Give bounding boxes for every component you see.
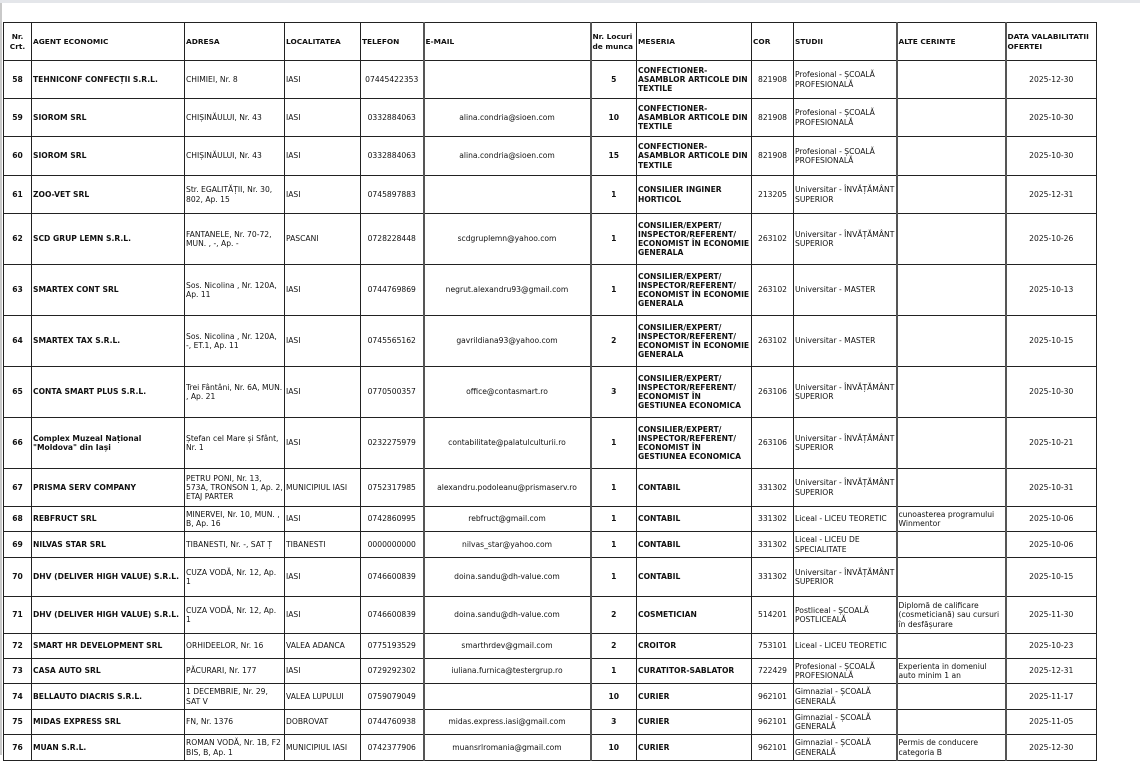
cell-agent-economic: ZOO-VET SRL [32, 176, 185, 214]
header-email: E-MAIL [424, 23, 591, 61]
cell-agent-economic: SMARTEX TAX S.R.L. [32, 316, 185, 367]
cell-alte-cerinte: Experienta in domeniul auto minim 1 an [897, 659, 1006, 684]
cell-nr-locuri: 10 [591, 735, 637, 761]
cell-telefon: 0332884063 [361, 99, 424, 137]
cell-data-valabilitatii: 2025-12-31 [1006, 659, 1097, 684]
cell-email: iuliana.furnica@testergrup.ro [424, 659, 591, 684]
cell-row-number: 58 [4, 61, 32, 99]
cell-agent-economic: MUAN S.R.L. [32, 735, 185, 761]
cell-row-number: 63 [4, 265, 32, 316]
table-row [4, 532, 1097, 558]
cell-studii: Liceal - LICEU DE SPECIALITATE [794, 532, 897, 558]
cell-cor-code: 263102 [752, 214, 794, 265]
page-left-border [0, 3, 2, 755]
cell-telefon: 0770500357 [361, 367, 424, 418]
cell-nr-locuri: 10 [591, 99, 637, 137]
cell-agent-economic: SMART HR DEVELOPMENT SRL [32, 634, 185, 659]
header-adresa: ADRESA [185, 23, 285, 61]
cell-adresa: Sos. Nicolina , Nr. 120A, -, ET.1, Ap. 11 [185, 316, 285, 367]
cell-adresa: ROMAN VODĂ, Nr. 1B, F2 BIS, B, Ap. 1 [185, 735, 285, 761]
cell-alte-cerinte [897, 61, 1006, 99]
cell-studii: Gimnazial - ȘCOALĂ GENERALĂ [794, 684, 897, 710]
cell-alte-cerinte [897, 532, 1006, 558]
cell-cor-code: 331302 [752, 558, 794, 597]
cell-alte-cerinte [897, 367, 1006, 418]
cell-agent-economic: MIDAS EXPRESS SRL [32, 710, 185, 735]
table-row [4, 469, 1097, 507]
cell-studii: Profesional - ȘCOALĂ PROFESIONALĂ [794, 99, 897, 137]
cell-localitatea: IASI [285, 659, 361, 684]
table-row [4, 137, 1097, 176]
cell-telefon: 0742860995 [361, 507, 424, 532]
cell-localitatea: IASI [285, 316, 361, 367]
cell-row-number: 75 [4, 710, 32, 735]
cell-cor-code: 962101 [752, 710, 794, 735]
table-row [4, 214, 1097, 265]
cell-telefon: 0775193529 [361, 634, 424, 659]
cell-studii: Liceal - LICEU TEORETIC [794, 634, 897, 659]
cell-telefon: 0000000000 [361, 532, 424, 558]
cell-row-number: 68 [4, 507, 32, 532]
cell-telefon: 0729292302 [361, 659, 424, 684]
cell-agent-economic: Complex Muzeal Național "Moldova" din Iași [32, 418, 185, 469]
cell-meseria: CONSILIER/EXPERT/ INSPECTOR/REFERENT/ ECONOMIST ÎN ECONOMIE GENERALA [637, 214, 752, 265]
cell-studii: Universitar - ÎNVĂȚĂMÂNT SUPERIOR [794, 367, 897, 418]
cell-cor-code: 263102 [752, 265, 794, 316]
cell-studii: Universitar - ÎNVĂȚĂMÂNT SUPERIOR [794, 176, 897, 214]
cell-adresa: Sos. Nicolina , Nr. 120A, Ap. 11 [185, 265, 285, 316]
header-nr-crt: Nr. Crt. [4, 23, 32, 61]
cell-cor-code: 962101 [752, 735, 794, 761]
cell-meseria: CONFECTIONER-ASAMBLOR ARTICOLE DIN TEXTILE [637, 137, 752, 176]
cell-email [424, 176, 591, 214]
cell-email: doina.sandu@dh-value.com [424, 558, 591, 597]
cell-alte-cerinte [897, 137, 1006, 176]
cell-meseria: CONSILIER/EXPERT/ INSPECTOR/REFERENT/ ECONOMIST ÎN GESTIUNEA ECONOMICA [637, 418, 752, 469]
cell-studii: Gimnazial - ȘCOALĂ GENERALĂ [794, 710, 897, 735]
cell-cor-code: 331302 [752, 469, 794, 507]
cell-studii: Universitar - MASTER [794, 316, 897, 367]
cell-email: office@contasmart.ro [424, 367, 591, 418]
cell-adresa: 1 DECEMBRIE, Nr. 29, SAT V [185, 684, 285, 710]
cell-meseria: CURIER [637, 710, 752, 735]
cell-studii: Universitar - MASTER [794, 265, 897, 316]
cell-telefon: 0745897883 [361, 176, 424, 214]
cell-data-valabilitatii: 2025-11-05 [1006, 710, 1097, 735]
cell-adresa: Trei Fântâni, Nr. 6A, MUN. , Ap. 21 [185, 367, 285, 418]
cell-alte-cerinte [897, 316, 1006, 367]
header-agent-economic: AGENT ECONOMIC [32, 23, 185, 61]
cell-adresa: MINERVEI, Nr. 10, MUN. , B, Ap. 16 [185, 507, 285, 532]
cell-localitatea: IASI [285, 367, 361, 418]
cell-telefon: 0744769869 [361, 265, 424, 316]
cell-email [424, 61, 591, 99]
cell-agent-economic: BELLAUTO DIACRIS S.R.L. [32, 684, 185, 710]
cell-studii: Universitar - ÎNVĂȚĂMÂNT SUPERIOR [794, 418, 897, 469]
cell-telefon: 0728228448 [361, 214, 424, 265]
cell-row-number: 66 [4, 418, 32, 469]
cell-email: smarthrdev@gmail.com [424, 634, 591, 659]
cell-localitatea: VALEA ADANCA [285, 634, 361, 659]
cell-studii: Profesional - ȘCOALĂ PROFESIONALĂ [794, 61, 897, 99]
cell-nr-locuri: 1 [591, 469, 637, 507]
cell-telefon: 0759079049 [361, 684, 424, 710]
cell-email: gavrildiana93@yahoo.com [424, 316, 591, 367]
cell-data-valabilitatii: 2025-10-06 [1006, 532, 1097, 558]
cell-nr-locuri: 15 [591, 137, 637, 176]
cell-agent-economic: NILVAS STAR SRL [32, 532, 185, 558]
cell-row-number: 72 [4, 634, 32, 659]
cell-row-number: 69 [4, 532, 32, 558]
header-nr-locuri: Nr. Locuri de munca [591, 23, 637, 61]
header-studii: STUDII [794, 23, 897, 61]
cell-email: contabilitate@palatulculturii.ro [424, 418, 591, 469]
cell-meseria: COSMETICIAN [637, 597, 752, 634]
cell-cor-code: 821908 [752, 137, 794, 176]
cell-email: doina.sandu@dh-value.com [424, 597, 591, 634]
cell-telefon: 0752317985 [361, 469, 424, 507]
cell-localitatea: DOBROVAT [285, 710, 361, 735]
table-row [4, 418, 1097, 469]
cell-cor-code: 962101 [752, 684, 794, 710]
cell-data-valabilitatii: 2025-10-30 [1006, 99, 1097, 137]
cell-alte-cerinte [897, 99, 1006, 137]
cell-localitatea: IASI [285, 137, 361, 176]
cell-data-valabilitatii: 2025-12-30 [1006, 735, 1097, 761]
cell-data-valabilitatii: 2025-11-17 [1006, 684, 1097, 710]
cell-adresa: Str. EGALITĂȚII, Nr. 30, 802, Ap. 15 [185, 176, 285, 214]
cell-localitatea: MUNICIPIUL IASI [285, 469, 361, 507]
cell-nr-locuri: 2 [591, 316, 637, 367]
cell-localitatea: MUNICIPIUL IASI [285, 735, 361, 761]
cell-studii: Profesional - ȘCOALĂ PROFESIONALĂ [794, 659, 897, 684]
cell-nr-locuri: 3 [591, 367, 637, 418]
job-offers-table [3, 22, 1097, 761]
cell-alte-cerinte [897, 634, 1006, 659]
cell-telefon: 0232275979 [361, 418, 424, 469]
cell-localitatea: IASI [285, 507, 361, 532]
table-row [4, 367, 1097, 418]
cell-agent-economic: SIOROM SRL [32, 99, 185, 137]
table-row [4, 507, 1097, 532]
table-row [4, 61, 1097, 99]
cell-row-number: 76 [4, 735, 32, 761]
cell-localitatea: IASI [285, 99, 361, 137]
cell-cor-code: 331302 [752, 532, 794, 558]
cell-data-valabilitatii: 2025-12-31 [1006, 176, 1097, 214]
cell-localitatea: PASCANI [285, 214, 361, 265]
cell-nr-locuri: 1 [591, 507, 637, 532]
cell-data-valabilitatii: 2025-10-15 [1006, 316, 1097, 367]
cell-agent-economic: SIOROM SRL [32, 137, 185, 176]
cell-row-number: 59 [4, 99, 32, 137]
cell-nr-locuri: 1 [591, 558, 637, 597]
cell-adresa: PĂCURARI, Nr. 177 [185, 659, 285, 684]
cell-data-valabilitatii: 2025-10-26 [1006, 214, 1097, 265]
cell-alte-cerinte [897, 214, 1006, 265]
cell-nr-locuri: 2 [591, 634, 637, 659]
cell-telefon: 0742377906 [361, 735, 424, 761]
cell-email: alina.condria@sioen.com [424, 137, 591, 176]
cell-adresa: ORHIDEELOR, Nr. 16 [185, 634, 285, 659]
cell-meseria: CONTABIL [637, 532, 752, 558]
cell-row-number: 61 [4, 176, 32, 214]
cell-meseria: CURIER [637, 684, 752, 710]
cell-agent-economic: DHV (DELIVER HIGH VALUE) S.R.L. [32, 558, 185, 597]
cell-meseria: CURIER [637, 735, 752, 761]
cell-localitatea: IASI [285, 597, 361, 634]
table-row [4, 316, 1097, 367]
cell-meseria: CONFECTIONER-ASAMBLOR ARTICOLE DIN TEXTILE [637, 99, 752, 137]
cell-localitatea: TIBANESTI [285, 532, 361, 558]
cell-meseria: CONTABIL [637, 469, 752, 507]
header-telefon: TELEFON [361, 23, 424, 61]
cell-cor-code: 821908 [752, 99, 794, 137]
cell-alte-cerinte [897, 176, 1006, 214]
cell-studii: Universitar - ÎNVĂȚĂMÂNT SUPERIOR [794, 214, 897, 265]
cell-data-valabilitatii: 2025-10-30 [1006, 367, 1097, 418]
cell-adresa: FN, Nr. 1376 [185, 710, 285, 735]
cell-data-valabilitatii: 2025-10-13 [1006, 265, 1097, 316]
cell-localitatea: IASI [285, 265, 361, 316]
cell-meseria: CONSILIER/EXPERT/ INSPECTOR/REFERENT/ ECONOMIST ÎN GESTIUNEA ECONOMICA [637, 367, 752, 418]
cell-alte-cerinte [897, 469, 1006, 507]
cell-email: alina.condria@sioen.com [424, 99, 591, 137]
cell-agent-economic: CASA AUTO SRL [32, 659, 185, 684]
cell-row-number: 70 [4, 558, 32, 597]
cell-telefon: 07445422353 [361, 61, 424, 99]
cell-meseria: CONTABIL [637, 558, 752, 597]
table-row [4, 597, 1097, 634]
table-row [4, 99, 1097, 137]
cell-studii: Universitar - ÎNVĂȚĂMÂNT SUPERIOR [794, 558, 897, 597]
table-row [4, 558, 1097, 597]
cell-agent-economic: SCD GRUP LEMN S.R.L. [32, 214, 185, 265]
cell-nr-locuri: 2 [591, 597, 637, 634]
cell-email: nilvas_star@yahoo.com [424, 532, 591, 558]
cell-nr-locuri: 5 [591, 61, 637, 99]
cell-data-valabilitatii: 2025-10-23 [1006, 634, 1097, 659]
cell-row-number: 62 [4, 214, 32, 265]
cell-row-number: 71 [4, 597, 32, 634]
cell-localitatea: IASI [285, 418, 361, 469]
cell-telefon: 0746600839 [361, 558, 424, 597]
cell-nr-locuri: 3 [591, 710, 637, 735]
cell-email: rebfruct@gmail.com [424, 507, 591, 532]
cell-alte-cerinte: Permis de conducere categoria B [897, 735, 1006, 761]
header-cor: COR [752, 23, 794, 61]
cell-adresa: PETRU PONI, Nr. 13, 573A, TRONSON 1, Ap. 2, ETAJ PARTER [185, 469, 285, 507]
cell-adresa: FANTANELE, Nr. 70-72, MUN. , -, Ap. - [185, 214, 285, 265]
cell-data-valabilitatii: 2025-10-30 [1006, 137, 1097, 176]
table-row [4, 265, 1097, 316]
cell-nr-locuri: 1 [591, 176, 637, 214]
cell-adresa: CUZA VODĂ, Nr. 12, Ap. 1 [185, 558, 285, 597]
cell-email: scdgruplemn@yahoo.com [424, 214, 591, 265]
cell-alte-cerinte [897, 710, 1006, 735]
cell-data-valabilitatii: 2025-11-30 [1006, 597, 1097, 634]
cell-nr-locuri: 1 [591, 659, 637, 684]
cell-alte-cerinte [897, 265, 1006, 316]
cell-studii: Gimnazial - ȘCOALĂ GENERALĂ [794, 735, 897, 761]
cell-cor-code: 821908 [752, 61, 794, 99]
cell-meseria: CURATITOR-SABLATOR [637, 659, 752, 684]
cell-meseria: CONSILIER INGINER HORTICOL [637, 176, 752, 214]
cell-studii: Liceal - LICEU TEORETIC [794, 507, 897, 532]
cell-meseria: CONSILIER/EXPERT/ INSPECTOR/REFERENT/ ECONOMIST ÎN ECONOMIE GENERALA [637, 316, 752, 367]
cell-studii: Postliceal - ȘCOALĂ POSTLICEALĂ [794, 597, 897, 634]
table-row [4, 684, 1097, 710]
cell-meseria: CONSILIER/EXPERT/ INSPECTOR/REFERENT/ ECONOMIST ÎN ECONOMIE GENERALA [637, 265, 752, 316]
cell-data-valabilitatii: 2025-12-30 [1006, 61, 1097, 99]
cell-email: midas.express.iasi@gmail.com [424, 710, 591, 735]
table-row [4, 659, 1097, 684]
cell-row-number: 65 [4, 367, 32, 418]
cell-row-number: 64 [4, 316, 32, 367]
cell-agent-economic: SMARTEX CONT SRL [32, 265, 185, 316]
cell-localitatea: VALEA LUPULUI [285, 684, 361, 710]
cell-adresa: CHIȘINĂULUI, Nr. 43 [185, 99, 285, 137]
table-row [4, 176, 1097, 214]
header-alte-cerinte: ALTE CERINTE [897, 23, 1006, 61]
viewer-top-strip [0, 0, 1140, 3]
cell-agent-economic: REBFRUCT SRL [32, 507, 185, 532]
cell-email: alexandru.podoleanu@prismaserv.ro [424, 469, 591, 507]
cell-cor-code: 263102 [752, 316, 794, 367]
cell-agent-economic: TEHNICONF CONFECȚII S.R.L. [32, 61, 185, 99]
cell-data-valabilitatii: 2025-10-21 [1006, 418, 1097, 469]
cell-meseria: CONFECTIONER-ASAMBLOR ARTICOLE DIN TEXTILE [637, 61, 752, 99]
cell-studii: Profesional - ȘCOALĂ PROFESIONALĂ [794, 137, 897, 176]
cell-cor-code: 263106 [752, 367, 794, 418]
cell-nr-locuri: 1 [591, 265, 637, 316]
cell-row-number: 73 [4, 659, 32, 684]
cell-agent-economic: PRISMA SERV COMPANY [32, 469, 185, 507]
cell-row-number: 74 [4, 684, 32, 710]
cell-adresa: CHIȘINĂULUI, Nr. 43 [185, 137, 285, 176]
cell-nr-locuri: 1 [591, 532, 637, 558]
cell-adresa: CUZA VODĂ, Nr. 12, Ap. 1 [185, 597, 285, 634]
cell-meseria: CONTABIL [637, 507, 752, 532]
cell-meseria: CROITOR [637, 634, 752, 659]
cell-adresa: Ștefan cel Mare și Sfânt, Nr. 1 [185, 418, 285, 469]
cell-cor-code: 753101 [752, 634, 794, 659]
table-row [4, 735, 1097, 761]
cell-data-valabilitatii: 2025-10-15 [1006, 558, 1097, 597]
cell-agent-economic: DHV (DELIVER HIGH VALUE) S.R.L. [32, 597, 185, 634]
header-data-valabilitatii: DATA VALABILITATII OFERTEI [1006, 23, 1097, 61]
table-row [4, 634, 1097, 659]
cell-telefon: 0332884063 [361, 137, 424, 176]
table-row [4, 710, 1097, 735]
cell-email [424, 684, 591, 710]
header-meseria: MESERIA [637, 23, 752, 61]
cell-nr-locuri: 1 [591, 214, 637, 265]
cell-cor-code: 213205 [752, 176, 794, 214]
cell-nr-locuri: 1 [591, 418, 637, 469]
cell-alte-cerinte: cunoasterea programului Winmentor [897, 507, 1006, 532]
cell-cor-code: 263106 [752, 418, 794, 469]
cell-row-number: 60 [4, 137, 32, 176]
cell-email: muansrlromania@gmail.com [424, 735, 591, 761]
cell-data-valabilitatii: 2025-10-06 [1006, 507, 1097, 532]
cell-row-number: 67 [4, 469, 32, 507]
cell-alte-cerinte [897, 418, 1006, 469]
cell-alte-cerinte [897, 558, 1006, 597]
cell-studii: Universitar - ÎNVĂȚĂMÂNT SUPERIOR [794, 469, 897, 507]
header-localitatea: LOCALITATEA [285, 23, 361, 61]
cell-telefon: 0744760938 [361, 710, 424, 735]
cell-localitatea: IASI [285, 176, 361, 214]
cell-cor-code: 514201 [752, 597, 794, 634]
cell-cor-code: 331302 [752, 507, 794, 532]
cell-adresa: CHIMIEI, Nr. 8 [185, 61, 285, 99]
table-header-row [4, 23, 1097, 61]
cell-alte-cerinte: Diplomă de calificare (cosmeticiană) sau cursuri în desfășurare [897, 597, 1006, 634]
cell-data-valabilitatii: 2025-10-31 [1006, 469, 1097, 507]
cell-nr-locuri: 10 [591, 684, 637, 710]
cell-agent-economic: CONTA SMART PLUS S.R.L. [32, 367, 185, 418]
cell-email: negrut.alexandru93@gmail.com [424, 265, 591, 316]
cell-adresa: TIBANESTI, Nr. -, SAT Ț [185, 532, 285, 558]
cell-localitatea: IASI [285, 61, 361, 99]
cell-telefon: 0745565162 [361, 316, 424, 367]
cell-alte-cerinte [897, 684, 1006, 710]
cell-localitatea: IASI [285, 558, 361, 597]
cell-telefon: 0746600839 [361, 597, 424, 634]
cell-cor-code: 722429 [752, 659, 794, 684]
